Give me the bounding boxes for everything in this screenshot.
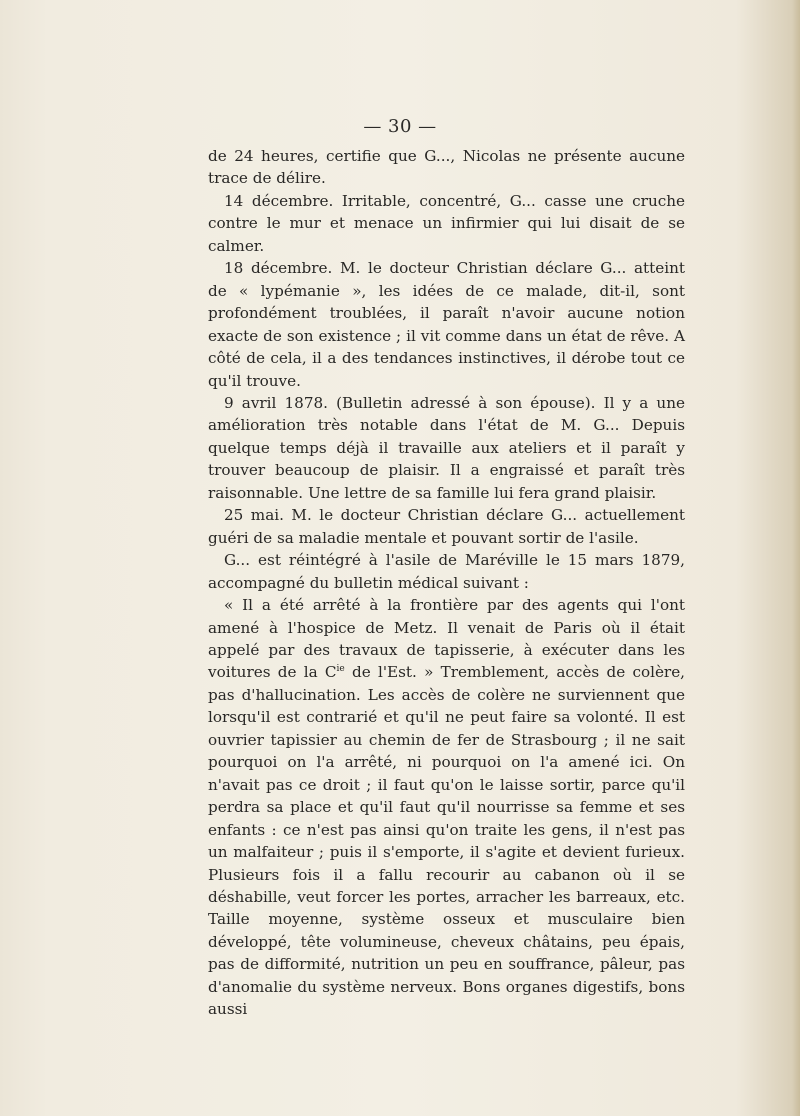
body-text <box>208 145 685 1021</box>
paragraph-5: 25 mai. M. le docteur Christian déclare G... actuellement guéri de sa maladie mentale et pouvant sortir de l'asile. <box>208 506 685 547</box>
paragraph-4: 9 avril 1878. (Bulletin adressé à son épouse). Il y a une amélioration très notable dans l'état de M. G... Depuis quelque temps déjà il travaille aux ateliers et il paraît y trouver beaucoup de plaisir. Il a engraissé et paraît très raisonnable. Une lettre de sa famille lui fera grand plaisir. <box>208 393 685 502</box>
paragraph-1: de 24 heures, certifie que G..., Nicolas ne présente aucune trace de délire. <box>208 147 685 188</box>
paragraph-6: G... est réintégré à l'asile de Maréville le 15 mars 1879, accompagné du bulletin médical suivant : <box>208 551 685 592</box>
paragraph-3: 18 décembre. M. le docteur Christian déclare G... atteint de « lypémanie », les idées de ce malade, dit-il, sont profondément troublées, il paraît n'avoir aucune notion exacte de son existence ; il vit comme dans un état de rêve. A côté de cela, il a des tendances instinctives, il dérobe tout ce qu'il trouve. <box>208 259 685 390</box>
paragraph-7-part-1: « Il a été arrêté à la frontière par des agents qui l'ont amené à l'hospice de Metz. Il venait de Paris où il était appelé par des travaux de tapisserie, à exécuter dans les voitures de la C <box>208 596 685 682</box>
paragraph-7 <box>208 594 685 1021</box>
paragraph-7-part-2: de l'Est. » Tremblement, accès de colère, pas d'hallucination. Les accès de colère ne surviennent que lorsqu'il est contrarié et qu'il ne peut faire sa volonté. Il est ouvrier tapissier au chemin de fer de Strasbourg ; il ne sait pourquoi on l'a arrêté, ni pourquoi on l'a amené ici. On n'avait pas ce droit ; il faut qu'on le laisse sortir, parce qu'il perdra sa place et qu'il faut qu'il nourrisse sa femme et ses enfants : ce n'est pas ainsi qu'on traite les gens, il n'est pas un malfaiteur ; puis il s'emporte, il s'agite et devient furieux. Plusieurs fois il a fallu recourir au cabanon où il se déshabille, veut forcer les portes, arracher les barreaux, etc. Taille moyenne, système osseux et musculaire bien développé, tête volumineuse, cheveux châtains, peu épais, pas de difformité, nutrition un peu en souffrance, pâleur, pas d'anomalie du système nerveux. Bons organes digestifs, bons aussi <box>208 663 686 1019</box>
paragraph-2: 14 décembre. Irritable, concentré, G... casse une cruche contre le mur et menace un infirmier qui lui disait de se calmer. <box>208 191 685 255</box>
page-number: — 30 — <box>363 116 437 137</box>
superscript-ie: ie <box>336 664 345 675</box>
